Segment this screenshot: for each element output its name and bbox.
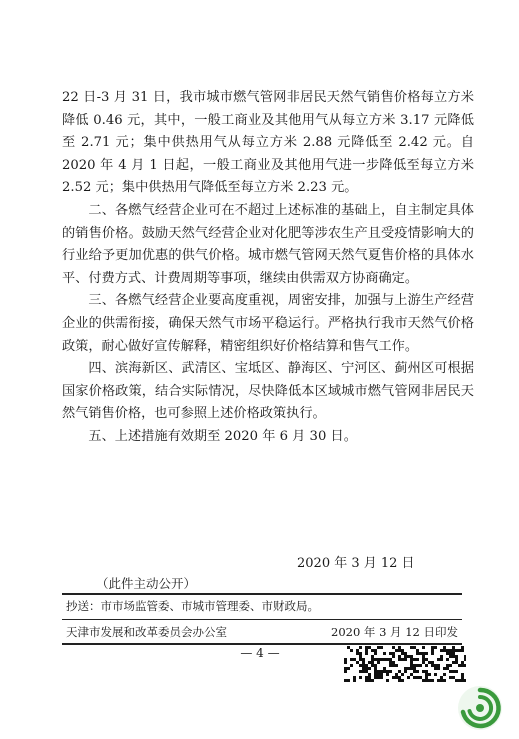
paragraph-5: 五、上述措施有效期至 2020 年 6 月 30 日。 (88, 428, 357, 444)
cc-recipients: 抄送：市市场监管委、市城市管理委、市财政局。 (66, 599, 319, 613)
document-body (62, 87, 474, 449)
paragraph-2: 二、各燃气经营企业可在不超过上述标准的基础上，自主制定具体的销售价格。鼓励天然气经营企业对化肥等涉农生产且受疫情影响大的行业给予更加优惠的供气价格。城市燃气管网天然气夏售价格的具体水平、付费方式、计费周期等事项，继续由供需双方协商确定。 (62, 202, 474, 286)
public-disclosure-note: （此件主动公开） (96, 576, 197, 591)
swirl-logo-icon (456, 684, 504, 732)
barcode-graphic (344, 646, 466, 682)
footer-rule-middle (62, 619, 462, 620)
paragraph-1: 22 日-3 月 31 日，我市城市燃气管网非居民天然气销售价格每立方米降低 0.46 元，其中，一般工商业及其他用气从每立方米 3.17 元降低至 2.71 元；集中供热用气从每立方米 2.88 元降低至 2.42 元。自 2020 年 4 月 1 日起，一般工商业及其他用气进一步降低至每立方米 2.52 元；集中供热用气降低至每立方米 2.23 元。 (62, 90, 474, 196)
issuer-office: 天津市发展和改革委员会办公室 (66, 625, 227, 639)
issuer-line (66, 624, 458, 640)
signature-date: 2020 年 3 月 12 日 (297, 556, 415, 571)
logo-icon (456, 684, 504, 732)
footer-rule-top (62, 593, 462, 595)
paragraph-3: 三、各燃气经营企业要高度重视，周密安排，加强与上游生产经营企业的供需衔接，确保天然气市场平稳运行。严格执行我市天然气价格政策，耐心做好宣传解释，精密组织好价格结算和售气工作。 (62, 293, 474, 354)
paragraph-4: 四、滨海新区、武清区、宝坻区、静海区、宁河区、蓟州区可根据国家价格政策，结合实际情况，尽快降低本区域城市燃气管网非居民天然气销售价格，也可参照上述价格政策执行。 (62, 361, 474, 422)
print-date: 2020 年 3 月 12 日印发 (331, 625, 458, 639)
barcode-icon (344, 646, 466, 682)
page-number: — 4 — (240, 646, 280, 660)
footer-rule-bottom (62, 643, 462, 645)
